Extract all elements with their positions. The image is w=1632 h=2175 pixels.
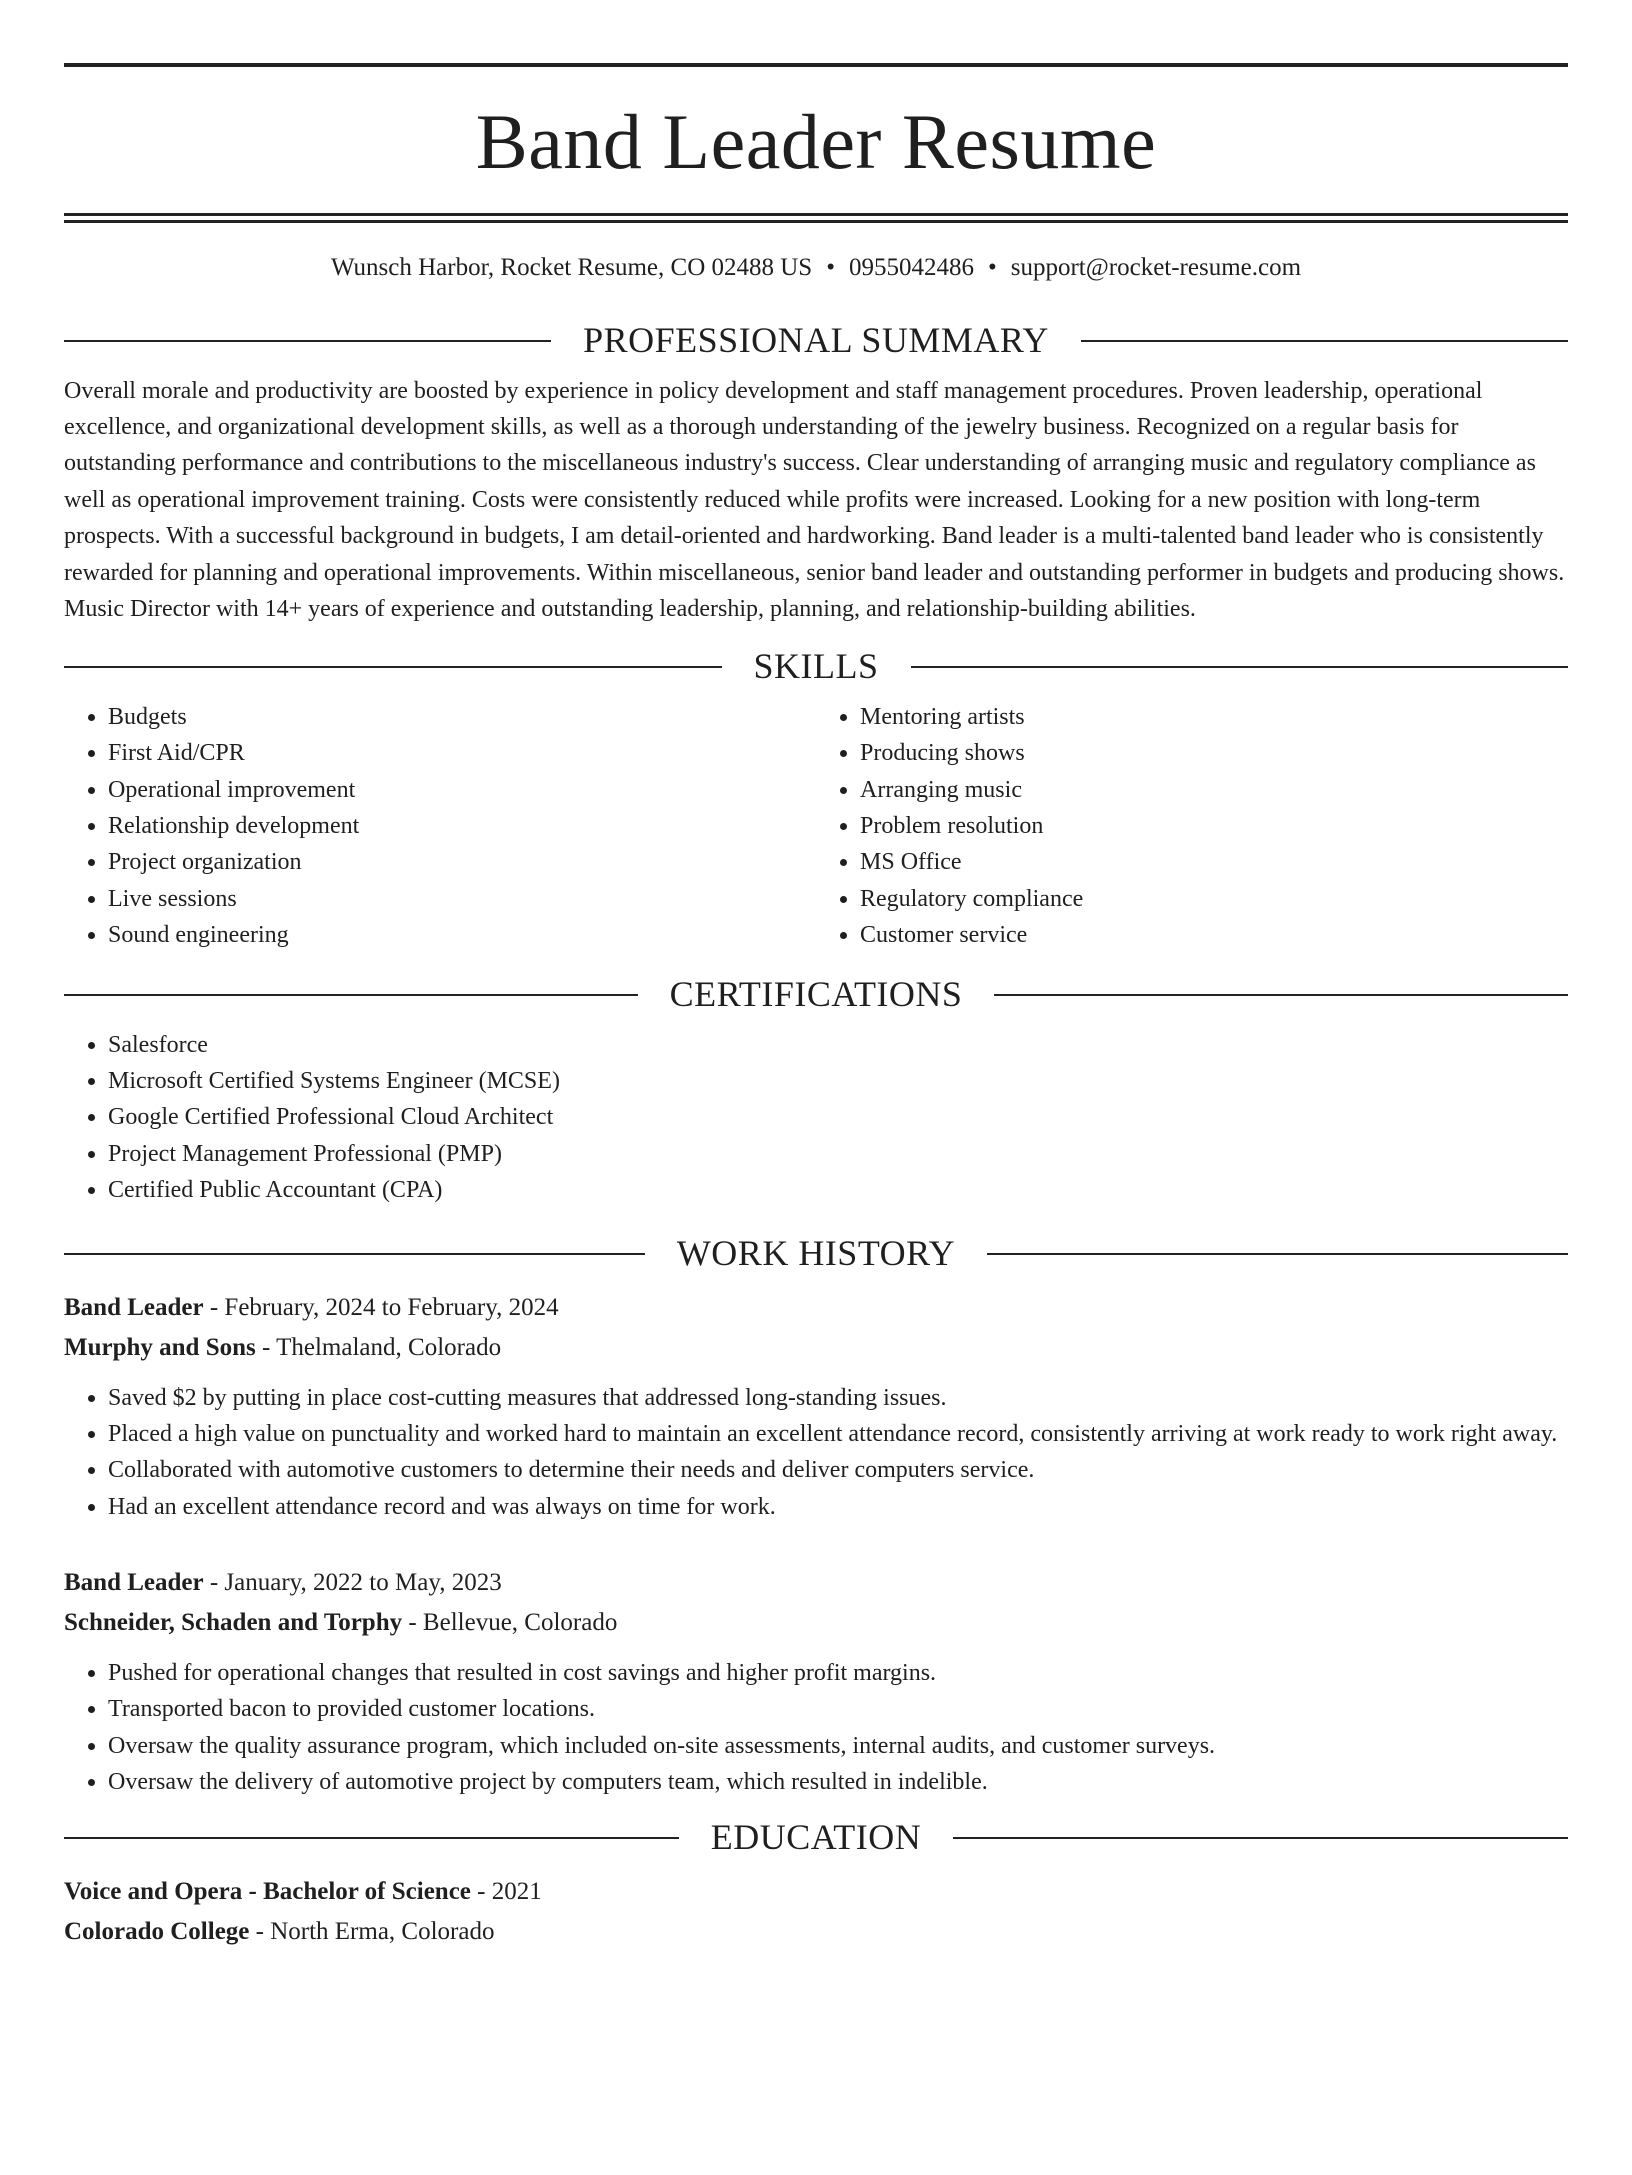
contact-email: support@rocket-resume.com (1010, 254, 1302, 281)
heading-rule-left (64, 666, 722, 668)
skill-item: • Operational improvement (108, 772, 816, 808)
job-bullet: • Pushed for operational changes that resulted in cost savings and higher profit margins. (108, 1655, 1568, 1691)
certification-item: • Google Certified Professional Cloud Architect (108, 1099, 1568, 1135)
skill-item: • Live sessions (108, 881, 816, 917)
job-bullet: • Transported bacon to provided customer locations. (108, 1691, 1568, 1727)
heading-rule-left (64, 1253, 645, 1255)
contact-phone: 0955042486 (848, 254, 974, 281)
skill-item: • MS Office (860, 844, 1568, 880)
job-bullet: • Oversaw the delivery of automotive project by computers team, which resulted in indelible. (108, 1764, 1568, 1800)
education-heading (64, 1818, 1568, 1858)
certifications-heading-label: CERTIFICATIONS (669, 974, 963, 1015)
skill-item: • Sound engineering (108, 917, 816, 953)
skill-item: • Producing shows (860, 735, 1568, 771)
job-company: Schneider, Schaden and Torphy (64, 1608, 403, 1636)
job-entry (64, 1288, 1568, 1525)
work-history-heading (64, 1234, 1568, 1274)
heading-rule-right (987, 1253, 1568, 1255)
heading-rule-right (994, 994, 1568, 996)
heading-rule-right (911, 666, 1569, 668)
skill-item: • Budgets (108, 699, 816, 735)
education-location: - North Erma, Colorado (249, 1917, 495, 1945)
job-title-line (64, 1563, 1568, 1603)
job-bullet: • Oversaw the quality assurance program, which included on-site assessments, internal audits, and customer surveys. (108, 1728, 1568, 1764)
contact-address: Wunsch Harbor, Rocket Resume, CO 02488 US (330, 254, 813, 281)
education-entry (64, 1872, 1568, 1952)
heading-rule-right (1081, 340, 1568, 342)
summary-paragraph: Overall morale and productivity are boosted by experience in policy development and staff management procedures. Proven leadership, operational excellence, and organizational development skills, as well as a thorough understanding of the jewelry business. Recognized on a regular basis for outstanding performance and contributions to the miscellaneous industry's success. Clear understanding of arranging music and regulatory compliance as well as operational improvement training. Costs were consistently reduced while profits were increased. Looking for a new position with long-term prospects. With a successful background in budgets, I am detail-oriented and hardworking. Band leader is a multi-talented band leader who is consistently rewarded for planning and operational improvements. Within miscellaneous, senior band leader and outstanding performer in budgets and producing shows. Music Director with 14+ years of experience and outstanding leadership, planning, and relationship-building abilities. (64, 377, 1565, 623)
skill-item: • Project organization (108, 844, 816, 880)
skills-heading (64, 647, 1568, 687)
skill-item: • Relationship development (108, 808, 816, 844)
certification-item: • Certified Public Accountant (CPA) (108, 1172, 1568, 1208)
education-year: - 2021 (470, 1877, 542, 1905)
skill-item: • Arranging music (860, 772, 1568, 808)
skills-list-left (64, 699, 816, 953)
contact-separator: • (987, 254, 997, 281)
job-bullet: • Saved $2 by putting in place cost-cutting measures that addressed long-standing issues. (108, 1380, 1568, 1416)
job-title: Band Leader (64, 1293, 204, 1321)
certification-item: • Salesforce (108, 1027, 1568, 1063)
summary-heading-label: PROFESSIONAL SUMMARY (583, 320, 1049, 360)
job-location: - Thelmaland, Colorado (255, 1333, 502, 1361)
education-degree: Voice and Opera - Bachelor of Science (64, 1877, 471, 1905)
job-bullets (64, 1655, 1568, 1800)
heading-rule-left (64, 340, 551, 342)
heading-rule-left (64, 994, 638, 996)
contact-line (64, 253, 1568, 283)
education-school-line (64, 1912, 1568, 1952)
heading-rule-right (953, 1837, 1568, 1839)
certifications-heading (64, 975, 1568, 1015)
education-heading-label: EDUCATION (710, 1817, 922, 1858)
skill-item: • Problem resolution (860, 808, 1568, 844)
certification-item: • Project Management Professional (PMP) (108, 1136, 1568, 1172)
resume-page (0, 63, 1632, 2175)
top-rule (64, 63, 1568, 67)
heading-rule-left (64, 1837, 679, 1839)
skill-item: • Regulatory compliance (860, 881, 1568, 917)
job-title-line (64, 1288, 1568, 1328)
job-dates: - January, 2022 to May, 2023 (203, 1568, 502, 1596)
job-bullets (64, 1380, 1568, 1525)
skill-item: • First Aid/CPR (108, 735, 816, 771)
title-double-rule (64, 213, 1568, 223)
education-degree-line (64, 1872, 1568, 1912)
skills-heading-label: SKILLS (753, 646, 879, 687)
job-title: Band Leader (64, 1568, 204, 1596)
certifications-list (64, 1027, 1568, 1208)
education-school: Colorado College (64, 1917, 250, 1945)
resume-title: Band Leader Resume (475, 98, 1157, 185)
job-company-line (64, 1603, 1568, 1643)
job-location: - Bellevue, Colorado (402, 1608, 618, 1636)
skills-columns (64, 699, 1568, 953)
job-company-line (64, 1328, 1568, 1368)
summary-heading (64, 321, 1568, 361)
job-company: Murphy and Sons (64, 1333, 256, 1361)
work-history-heading-label: WORK HISTORY (676, 1233, 956, 1274)
job-bullet: • Collaborated with automotive customers to determine their needs and deliver computers service. (108, 1452, 1568, 1488)
certification-item: • Microsoft Certified Systems Engineer (MCSE) (108, 1063, 1568, 1099)
job-entry (64, 1563, 1568, 1800)
job-bullet: • Had an excellent attendance record and was always on time for work. (108, 1489, 1568, 1525)
job-dates: - February, 2024 to February, 2024 (203, 1293, 559, 1321)
job-bullet: • Placed a high value on punctuality and worked hard to maintain an excellent attendance record, consistently arriving at work ready to work right away. (108, 1416, 1568, 1452)
skill-item: • Mentoring artists (860, 699, 1568, 735)
skill-item: • Customer service (860, 917, 1568, 953)
contact-separator: • (826, 254, 835, 281)
skills-list-right (816, 699, 1568, 953)
